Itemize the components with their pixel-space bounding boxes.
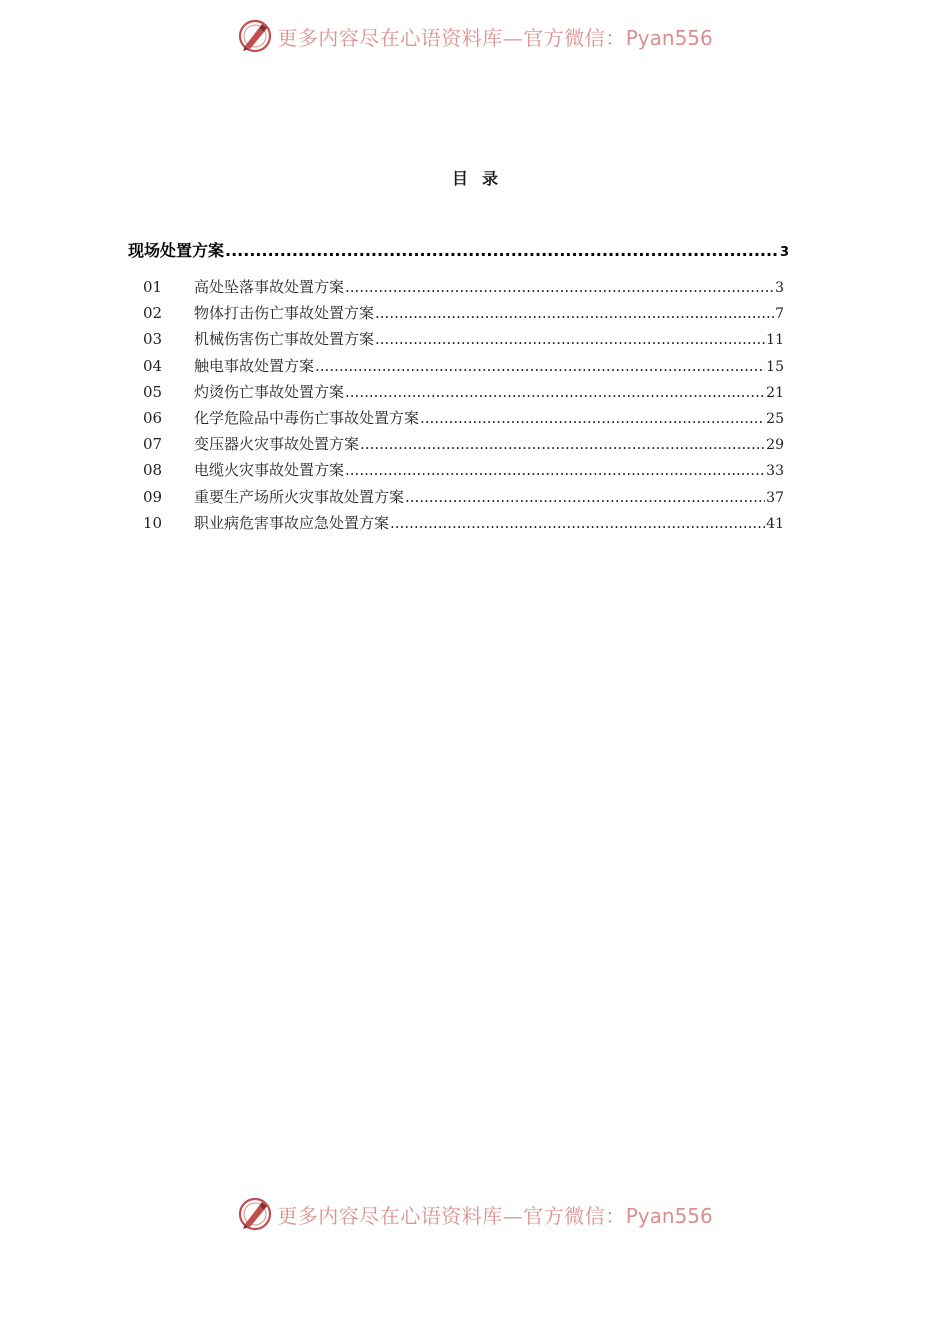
- toc-item-number: 02: [143, 304, 163, 323]
- toc-leader-dots: [420, 409, 765, 427]
- toc-item-number: 01: [143, 278, 163, 296]
- toc-leader-dots: [345, 461, 765, 479]
- toc-leader-dots: [315, 357, 765, 375]
- toc-item-page: 3: [775, 280, 784, 296]
- toc-leader-dots: [375, 330, 765, 348]
- toc-item-page: 25: [766, 410, 784, 427]
- toc-item-number: 07: [143, 435, 163, 454]
- toc-item-label: 高处坠落事故处置方案: [194, 278, 345, 296]
- toc-item-number: 10: [143, 513, 163, 532]
- toc-leader-dots: [345, 383, 765, 401]
- toc-item[interactable]: [143, 512, 784, 538]
- toc-item-number: 09: [143, 487, 163, 506]
- toc-item[interactable]: [143, 355, 784, 381]
- toc-item-label: 重要生产场所火灾事故处置方案: [194, 487, 405, 506]
- toc-item[interactable]: [143, 328, 784, 354]
- toc-item-number: 06: [143, 408, 163, 427]
- toc-item[interactable]: [143, 433, 784, 459]
- toc-main-label: 现场处置方案: [128, 241, 225, 260]
- toc-leader-dots: [375, 304, 774, 322]
- toc-leader-dots: [405, 488, 765, 506]
- toc-item-number: 05: [143, 382, 163, 401]
- toc-item[interactable]: [143, 407, 784, 433]
- toc-item-label: 灼烫伤亡事故处置方案: [194, 382, 345, 401]
- toc-item-page: 21: [766, 384, 784, 401]
- toc-item[interactable]: [143, 381, 784, 407]
- toc-leader-dots: [345, 278, 774, 296]
- toc-leader-dots: [360, 435, 765, 453]
- toc-leader-dots: [390, 514, 765, 532]
- watermark-text: [277, 1200, 713, 1229]
- toc-item[interactable]: [143, 486, 784, 512]
- toc-item-page: 15: [766, 358, 784, 375]
- toc-main-page: 3: [779, 245, 789, 260]
- toc-item-page: 29: [766, 437, 784, 454]
- watermark-slogan: 更多内容尽在心语资料库—官方微信：: [277, 25, 626, 50]
- pen-logo-icon: [237, 1196, 273, 1232]
- watermark-text: [277, 22, 713, 51]
- toc-item-page: 7: [775, 306, 784, 323]
- toc-item-label: 触电事故处置方案: [194, 356, 315, 375]
- toc-item-page: 41: [766, 515, 784, 532]
- toc-item-page: 11: [766, 332, 784, 349]
- toc-item-label: 物体打击伤亡事故处置方案: [194, 304, 375, 323]
- toc-item-label: 职业病危害事故应急处置方案: [194, 513, 390, 532]
- toc-item-page: 33: [766, 463, 784, 480]
- toc-item-label: 变压器火灾事故处置方案: [194, 435, 360, 454]
- toc-item[interactable]: [143, 302, 784, 328]
- watermark-banner-bottom: [0, 1192, 950, 1236]
- toc-title: 目录: [451, 169, 512, 188]
- toc-item-label: 电缆火灾事故处置方案: [194, 461, 345, 480]
- watermark-banner-top: [0, 14, 950, 58]
- toc-item-number: 08: [143, 461, 163, 480]
- pen-logo-icon: [237, 18, 273, 54]
- toc-item-number: 04: [143, 356, 163, 375]
- toc-item-page: 37: [766, 489, 784, 506]
- watermark-slogan: 更多内容尽在心语资料库—官方微信：: [277, 1203, 626, 1228]
- toc-list: [143, 276, 784, 538]
- watermark-handle: Pyan556: [625, 25, 713, 50]
- toc-item-number: 03: [143, 330, 163, 349]
- toc-item[interactable]: [143, 459, 784, 485]
- toc-item-label: 化学危险品中毒伤亡事故处置方案: [194, 408, 420, 427]
- toc-main-entry[interactable]: [128, 238, 789, 261]
- toc-leader-dots: [225, 241, 779, 260]
- toc-item-label: 机械伤害伤亡事故处置方案: [194, 330, 375, 349]
- watermark-handle: Pyan556: [625, 1203, 713, 1228]
- toc-item[interactable]: [143, 276, 784, 302]
